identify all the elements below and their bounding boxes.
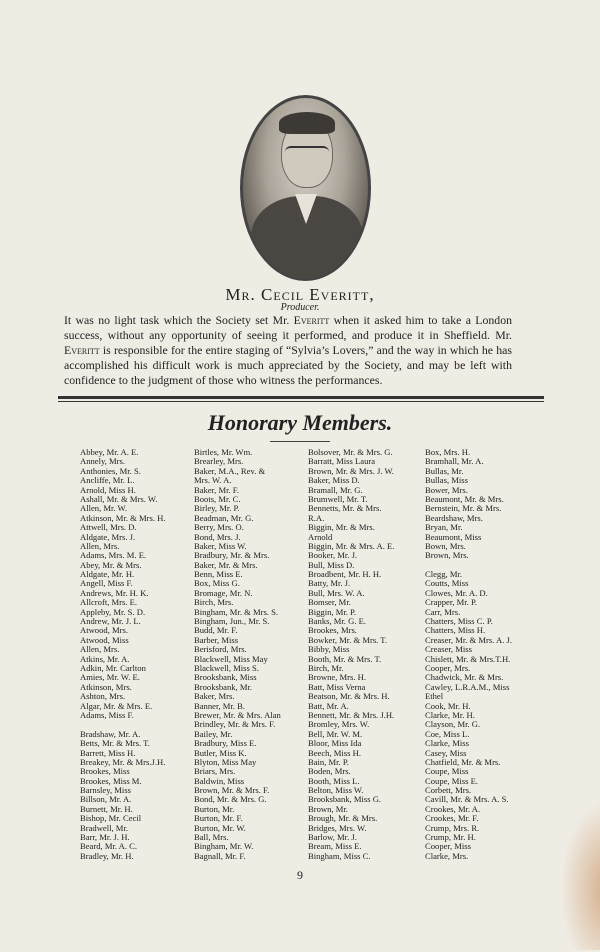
member-entry: Bramall, Mr. G. [308,484,363,495]
member-entry: Beard, Mr. A. C. [80,841,138,852]
member-entry: Bomser, Mr. [308,597,351,608]
member-entry: Atwood, Miss [80,634,129,645]
member-entry: Baker, Mr. & Mrs. [194,559,258,570]
member-entry: Birch, Mr. [308,662,344,673]
member-entry: Broadbent, Mr. H. H. [308,569,382,580]
members-column-2 [194,448,306,861]
member-entry: Baker, M.A., Rev. & [194,465,266,476]
member-entry: Barratt, Miss Laura [308,456,376,467]
member-entry: Barrett, Miss H. [80,747,136,758]
member-entry: Adkin, Mr. Carlton [80,662,146,673]
member-entry: Birley, Mr. P. [194,503,240,514]
member-entry: Banks, Mr. G. E. [308,616,367,627]
member-entry: Carr, Mrs. [425,606,461,617]
member-entry: Bolsover, Mr. & Mrs. G. [308,447,393,457]
member-entry: Bishop, Mr. Cecil [80,813,142,824]
producer-description: It was no light task which the Society set Mr. Everitt when it asked him to take a London success, without any opportunity of seeing it performed, and produce it in Sheffield. Mr. Everitt is responsible for the entire staging of “Sylvia’s Lovers,” and the way in which he has accomplished his difficult work is much appreciated by the Society, and may be left with confidence to the judgment of those who witness the performances. [64,313,512,387]
member-entry: Batty, Mr. J. [308,578,351,589]
member-entry: Biggin, Mr. P. [308,606,356,617]
member-entry: Atkins, Mr. A. [80,653,130,664]
member-entry: Baldwin, Miss [194,775,245,786]
member-entry: Brown, Mr. [308,803,348,814]
member-entry: Barlow, Mr. J. [308,832,357,843]
member-entry: Billson, Mr. A. [80,794,132,805]
member-entry: Bream, Miss E. [308,841,362,852]
member-entry: Brookes, Miss M. [80,775,142,786]
member-entry: Arnold, Miss H. [80,484,136,495]
member-entry: Atkinson, Mrs. [80,681,132,692]
members-column-4 [425,448,537,861]
member-entry: Bower, Mrs. [425,484,468,495]
member-entry: Booth, Miss L. [308,775,360,786]
member-entry: Betts, Mr. & Mrs. T. [80,738,150,749]
member-entry: Bull, Mrs. W. A. [308,587,365,598]
member-entry: Boden, Mrs. [308,766,351,777]
member-entry: Berry, Mrs. O. [194,522,244,533]
section-heading: Honorary Members. [207,410,393,435]
member-entry: Booker, Mr. J. [308,550,358,561]
member-entry: Baker, Mr. F. [194,484,240,495]
member-entry: Casey, Miss [425,747,467,758]
member-entry: Barr, Mr. J. H. [80,832,130,843]
member-entry: Brooksbank, Miss [194,672,257,683]
member-entry: Crookes, Mr. F. [425,813,479,824]
member-entry: Crapper, Mr. P. [425,597,477,608]
member-entry: Box, Miss G. [194,578,240,589]
member-entry: Browne, Mrs. H. [308,672,367,683]
member-entry: Bingham, Jun., Mr. S. [194,616,270,627]
member-entry: Clarke, Mr. H. [425,709,475,720]
member-entry: Appleby, Mr. S. D. [80,606,146,617]
member-entry: Creaser, Miss [425,644,472,655]
member-entry: Beaumont, Miss [425,531,482,542]
member-entry: Bloor, Miss Ida [308,738,362,749]
member-entry: Butler, Miss K. [194,747,247,758]
member-entry: Abey, Mr. & Mrs. [80,559,142,570]
member-entry: Chatters, Miss H. [425,625,486,636]
member-entry: Bromage, Mr. N. [194,587,253,598]
member-entry: Coupe, Miss [425,766,469,777]
member-entry: Arnold [308,531,333,542]
member-entry: Brough, Mr. & Mrs. [308,813,378,824]
member-entry: Bromley, Mrs. W. [308,719,370,730]
member-entry: Chatters, Miss C. P. [425,616,493,627]
member-entry: Chatfield, Mr. & Mrs. [425,756,501,767]
member-entry: Biggin, Mr. & Mrs. [308,522,375,533]
member-entry: Adams, Mrs. M. E. [80,550,147,561]
member-entry: Batt, Miss Verna [308,681,366,692]
member-entry: Atwood, Mrs. [80,625,128,636]
member-entry: Atkinson, Mr. & Mrs. H. [80,512,166,523]
member-entry: Bingham, Mr. & Mrs. S. [194,606,279,617]
member-entry: Brown, Mrs. [425,550,469,561]
member-entry: Bradwell, Mr. [80,822,128,833]
member-entry: Angell, Miss F. [80,578,133,589]
member-entry: Corbett, Mrs. [425,785,472,796]
member-entry: Banner, Mr. B. [194,700,245,711]
member-entry: Booth, Mr. & Mrs. T. [308,653,382,664]
member-entry: Clarke, Mrs. [425,850,469,861]
member-entry: Bennetts, Mr. & Mrs. [308,503,382,514]
members-column-3 [308,448,420,861]
member-entry: Burton, Mr. [194,803,235,814]
member-entry: Brearley, Mrs. [194,456,244,467]
page-number: 9 [297,868,303,882]
member-entry: Bain, Mr. P. [308,756,349,767]
member-entry: Allen, Mrs. [80,540,120,551]
member-entry: Bibby, Miss [308,644,350,655]
member-entry: Anthonies, Mr. S. [80,465,141,476]
member-entry: Bennett, Mr. & Mrs. J.H. [308,709,395,720]
member-entry: Bradbury, Mr. & Mrs. [194,550,270,561]
divider-rule-thin [58,401,544,402]
member-entry: Crump, Mr. H. [425,832,476,843]
member-entry: Biggin, Mr. & Mrs. A. E. [308,540,395,551]
member-entry: Ashall, Mr. & Mrs. W. [80,493,158,504]
producer-name: Mr. Cecil Everitt, [225,285,375,304]
member-entry: Batt, Mr. A. [308,700,349,711]
heading-underline [270,441,330,442]
member-entry: Clowes, Mr. A. D. [425,587,488,598]
member-entry: Brumwell, Mr. T. [308,493,368,504]
members-column-1 [80,448,192,861]
member-entry: Abbey, Mr. A. E. [80,447,139,457]
member-entry: Budd, Mr. F. [194,625,238,636]
member-entry: Bagnall, Mr. F. [194,850,246,861]
member-entry: Brookes, Mrs. [308,625,357,636]
member-entry: Allcroft, Mrs. E. [80,597,138,608]
member-entry: Brooksbank, Miss G. [308,794,382,805]
member-entry: R.A. [308,512,325,523]
member-entry: Mrs. W. A. [194,475,232,486]
member-entry: Aldgate, Mr. H. [80,569,135,580]
member-entry: Brewer, Mr. & Mrs. Alan [194,709,281,720]
member-entry: Bramhall, Mr. A. [425,456,484,467]
member-entry: Coutts, Miss [425,578,469,589]
member-entry: Adams, Miss F. [80,709,134,720]
member-entry: Chislett, Mr. & Mrs.T.H. [425,653,511,664]
member-entry: Ashton, Mrs. [80,691,126,702]
member-entry: Beardshaw, Mrs. [425,512,483,523]
member-entry: Bernstein, Mr. & Mrs. [425,503,502,514]
member-entry: Baker, Miss W. [194,540,247,551]
member-entry: Andrew, Mr. J. L. [80,616,141,627]
member-entry: Beech, Miss H. [308,747,361,758]
member-entry: Clayson, Mr. G. [425,719,481,730]
member-entry: Burnett, Mr. H. [80,803,133,814]
member-entry: Benn, Miss E. [194,569,243,580]
member-entry: Crump, Mrs. R. [425,822,480,833]
member-entry: Coupe, Miss E. [425,775,478,786]
member-entry: Baker, Mrs. [194,691,235,702]
member-entry: Beatson, Mr. & Mrs. H. [308,691,390,702]
member-entry: Birch, Mrs. [194,597,234,608]
member-entry: Barnsley, Miss [80,785,132,796]
member-entry: Aldgate, Mrs. J. [80,531,136,542]
member-entry: Brown, Mr. & Mrs. F. [194,785,270,796]
member-entry: Creaser, Mr. & Mrs. A. J. [425,634,513,645]
member-entry: Brooksbank, Mr. [194,681,253,692]
member-entry: Belton, Miss W. [308,785,364,796]
member-entry: Barber, Miss [194,634,239,645]
member-entry: Coe, Miss L. [425,728,470,739]
member-entry: Cooper, Mrs. [425,662,471,673]
member-entry: Bond, Mrs. J. [194,531,241,542]
member-entry: Andrews, Mr. H. K. [80,587,149,598]
member-entry: Crookes, Mr. A. [425,803,481,814]
member-entry: Bell, Mr. W. M. [308,728,363,739]
member-entry: Brookes, Miss [80,766,130,777]
member-entry: Bryan, Mr. [425,522,463,533]
member-entry: Birtles, Mr. Wm. [194,447,253,457]
member-entry: Bingham, Mr. W. [194,841,254,852]
paper-stain [560,800,600,950]
member-entry: Algar, Mr. & Mrs. E. [80,700,153,711]
member-entry: Briars, Mrs. [194,766,236,777]
member-entry: Bradley, Mr. H. [80,850,134,861]
member-entry: Blackwell, Miss May [194,653,268,664]
member-entry: Ancliffe, Mr. L. [80,475,135,486]
member-entry: Ethel [425,691,444,702]
member-entry: Bullas, Miss [425,475,468,486]
divider-rule [58,396,544,399]
member-entry: Bull, Miss D. [308,559,355,570]
member-entry: Breakey, Mr. & Mrs.J.H. [80,756,166,767]
member-entry: Beaumont, Mr. & Mrs. [425,493,504,504]
member-entry: Brown, Mr. & Mrs. J. W. [308,465,394,476]
member-entry: Boots, Mr. C. [194,493,241,504]
member-entry: Berisford, Mrs. [194,644,247,655]
member-entry: Burton, Mr. W. [194,822,246,833]
member-entry: Clarke, Miss [425,738,469,749]
member-entry: Burton, Mr. F. [194,813,243,824]
member-entry: Beadman, Mr. G. [194,512,254,523]
member-entry: Bullas, Mr. [425,465,464,476]
member-entry: Blackwell, Miss S. [194,662,259,673]
member-entry: Cavill, Mr. & Mrs. A. S. [425,794,509,805]
member-entry: Bridges, Mrs. W. [308,822,367,833]
member-entry: Attwell, Mrs. D. [80,522,137,533]
producer-role: Producer. [280,302,320,313]
member-entry: Allen, Mrs. [80,644,120,655]
member-entry: Bowker, Mr. & Mrs. T. [308,634,388,645]
member-entry: Box, Mrs. H. [425,447,471,457]
member-entry: Ball, Mrs. [194,832,229,843]
member-entry: Cook, Mr. H. [425,700,471,711]
member-entry: Baker, Miss D. [308,475,360,486]
member-entry: Bond, Mr. & Mrs. G. [194,794,267,805]
member-entry: Cooper, Miss [425,841,471,852]
member-entry: Chadwick, Mr. & Mrs. [425,672,504,683]
member-entry: Annely, Mrs. [80,456,126,467]
member-entry: Allen, Mr. W. [80,503,128,514]
member-entry: Bradbury, Miss E. [194,738,257,749]
member-entry: Bradshaw, Mr. A. [80,728,141,739]
member-entry: Brindley, Mr. & Mrs. F. [194,719,276,730]
member-entry: Bailey, Mr. [194,728,233,739]
member-entry: Amies, Mr. W. E. [80,672,140,683]
member-entry: Bown, Mrs. [425,540,466,551]
producer-portrait-photo [240,95,371,281]
member-entry: Clegg, Mr. [425,569,463,580]
member-entry: Bingham, Miss C. [308,850,371,861]
member-entry: Cawley, L.R.A.M., Miss [425,681,510,692]
member-entry: Blyton, Miss May [194,756,257,767]
